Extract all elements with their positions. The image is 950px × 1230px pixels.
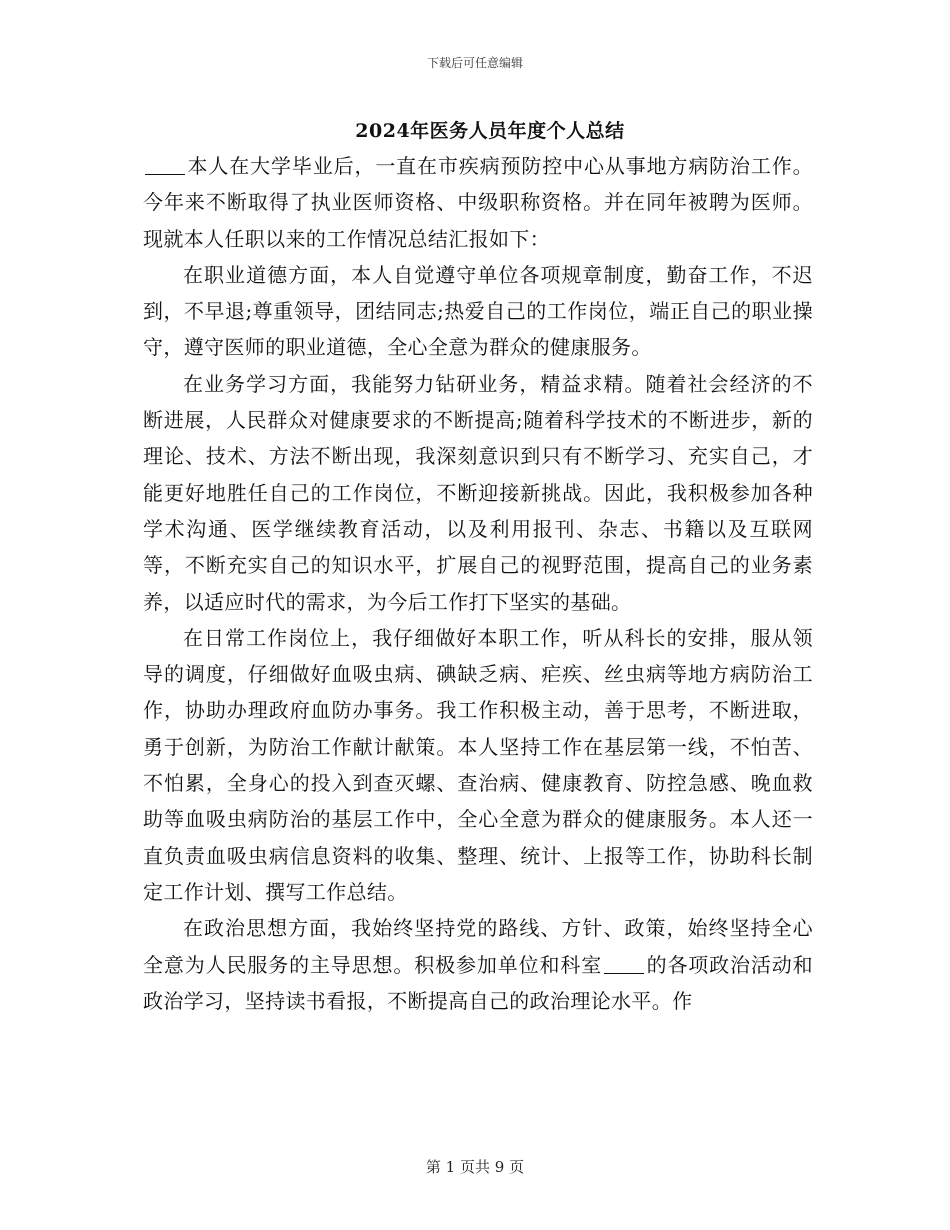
paragraph-text-before-blank: 在政治思想方面，我始终坚持党的路线、方针、政策，始终坚持全心全意为人民服务的主导思想。积极参加单位和科室 (143, 916, 813, 977)
page-footer: 第 1 页共 9 页 (425, 1158, 525, 1176)
paragraph-study (143, 366, 813, 620)
paragraph-text: 本人在大学毕业后，一直在市疾病预防控中心从事地方病防治工作。今年来不断取得了执业医师资格、中级职称资格。并在同年被聘为医师。现就本人任职以来的工作情况总结汇报如下： (143, 154, 813, 251)
header-note: 下载后可任意编辑 (426, 56, 523, 70)
blank-underline (604, 953, 644, 974)
document-body (143, 148, 813, 1019)
paragraph-text: 在业务学习方面，我能努力钻研业务，精益求精。随着社会经济的不断进展，人民群众对健康要求的不断提高;随着科学技术的不断进步，新的理论、技术、方法不断出现，我深刻意识到只有不断学习、充实自己，才能更好地胜任自己的工作岗位，不断迎接新挑战。因此，我积极参加各种学术沟通、医学继续教育活动，以及利用报刊、杂志、书籍以及互联网等，不断充实自己的知识水平，扩展自己的视野范围，提高自己的业务素养，以适应时代的需求，为今后工作打下坚实的基础。 (143, 371, 813, 614)
paragraph-daily-work (143, 620, 813, 910)
paragraph-political-thought (143, 910, 813, 1019)
paragraph-professional-ethics (143, 257, 813, 366)
paragraph-intro (143, 148, 813, 257)
paragraph-text: 在日常工作岗位上，我仔细做好本职工作，听从科长的安排，服从领导的调度，仔细做好血吸虫病、碘缺乏病、疟疾、丝虫病等地方病防治工作，协助办理政府血防办事务。我工作积极主动，善于思考，不断进取，勇于创新，为防治工作献计献策。本人坚持工作在基层第一线，不怕苦、不怕累，全身心的投入到查灭螺、查治病、健康教育、防控急感、晚血救助等血吸虫病防治的基层工作中，全心全意为群众的健康服务。本人还一直负责血吸虫病信息资料的收集、整理、统计、上报等工作，协助科长制定工作计划、撰写工作总结。 (143, 625, 813, 904)
paragraph-text-after-blank: 的各项政治活动和政治学习，坚持读书看报，不断提高自己的政治理论水平。作 (143, 952, 813, 1013)
blank-underline (145, 154, 185, 175)
paragraph-text: 在职业道德方面，本人自觉遵守单位各项规章制度，勤奋工作，不迟到，不早退;尊重领导，团结同志;热爱自己的工作岗位，端正自己的职业操守，遵守医师的职业道德，全心全意为群众的健康服务。 (143, 262, 813, 360)
document-title: 2024年医务人员年度个人总结 (355, 120, 625, 142)
